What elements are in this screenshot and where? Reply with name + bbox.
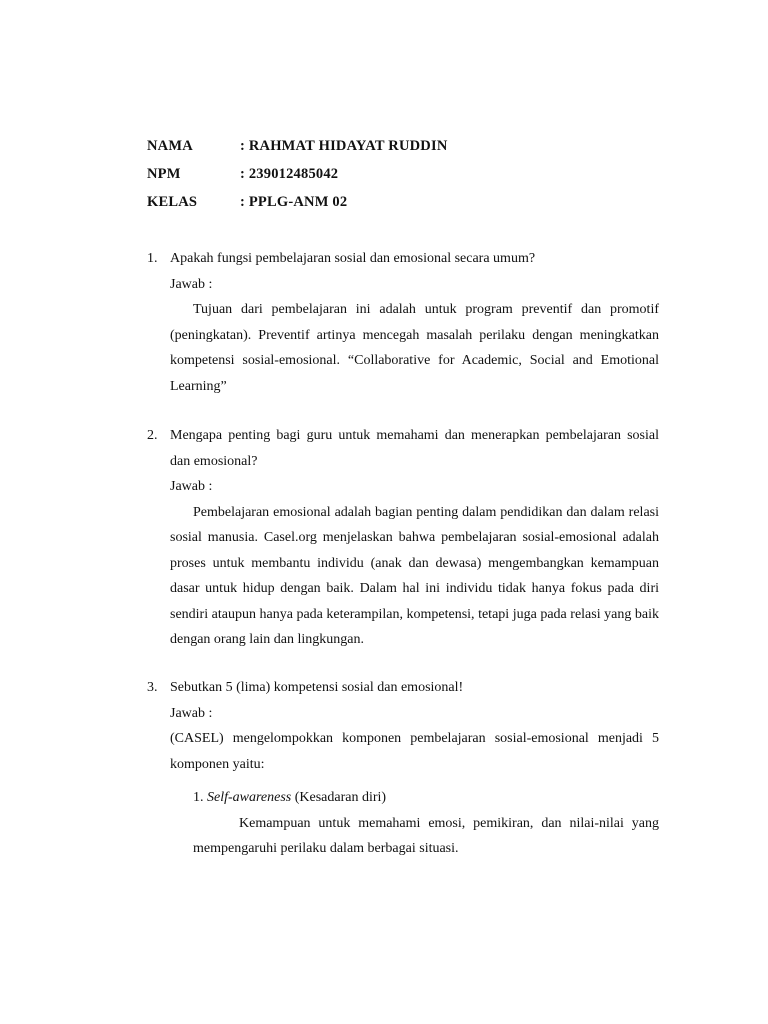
competency-description: Kemampuan untuk memahami emosi, pemikiran, dan nilai-nilai yang mempengaruhi perilaku dalam berbagai situasi. (193, 815, 659, 856)
npm-value: : 239012485042 (240, 166, 339, 182)
question-3 (147, 675, 659, 777)
competency-number: 1. (193, 790, 204, 805)
npm-label: NPM (147, 166, 181, 182)
question-text: Sebutkan 5 (lima) kompetensi sosial dan emosional! (170, 680, 464, 695)
kelas-label: KELAS (147, 194, 198, 210)
jawab-label: Jawab : (170, 276, 213, 292)
question-1 (147, 246, 659, 399)
kelas-value: : PPLG-ANM 02 (240, 194, 348, 210)
answer-text: Pembelajaran emosional adalah bagian penting dalam pendidikan dan dalam relasi sosial manusia. Casel.org menjelaskan bahwa pembelajaran sosial-emosional adalah proses untuk membantu individu (anak dan dewasa) mengembangkan kemampuan dasar untuk hidup dengan baik. Dalam hal ini individu tidak hanya fokus pada diri sendiri ataupun hanya pada keterampilan, kompetensi, tetapi juga pada relasi yang baik dengan orang lain dan lingkungan. (170, 504, 659, 647)
competency-item-1 (193, 785, 659, 862)
question-number: 3. (147, 680, 158, 695)
competency-title-italic: Self-awareness (207, 790, 292, 805)
competency-title (193, 785, 659, 811)
question-2 (147, 423, 659, 653)
nama-label: NAMA (147, 138, 193, 154)
question-text: Apakah fungsi pembelajaran sosial dan emosional secara umum? (170, 251, 536, 266)
answer-text: Tujuan dari pembelajaran ini adalah untuk program preventif dan promotif (peningkatan). Preventif artinya mencegah masalah perilaku dengan meningkatkan kompetensi sosial-emosional. “Collaborative for Academic, Social and Emotional Learning” (170, 302, 659, 394)
answer-text: (CASEL) mengelompokkan komponen pembelajaran sosial-emosional menjadi 5 komponen yaitu: (170, 731, 659, 772)
question-text: Mengapa penting bagi guru untuk memahami dan menerapkan pembelajaran sosial dan emosional? (170, 428, 659, 469)
question-number: 1. (147, 251, 158, 266)
nama-value: : RAHMAT HIDAYAT RUDDIN (240, 138, 448, 154)
jawab-label: Jawab : (170, 705, 213, 721)
question-number: 2. (147, 428, 158, 443)
jawab-label: Jawab : (170, 479, 213, 494)
competency-title-rest: (Kesadaran diri) (291, 790, 387, 805)
